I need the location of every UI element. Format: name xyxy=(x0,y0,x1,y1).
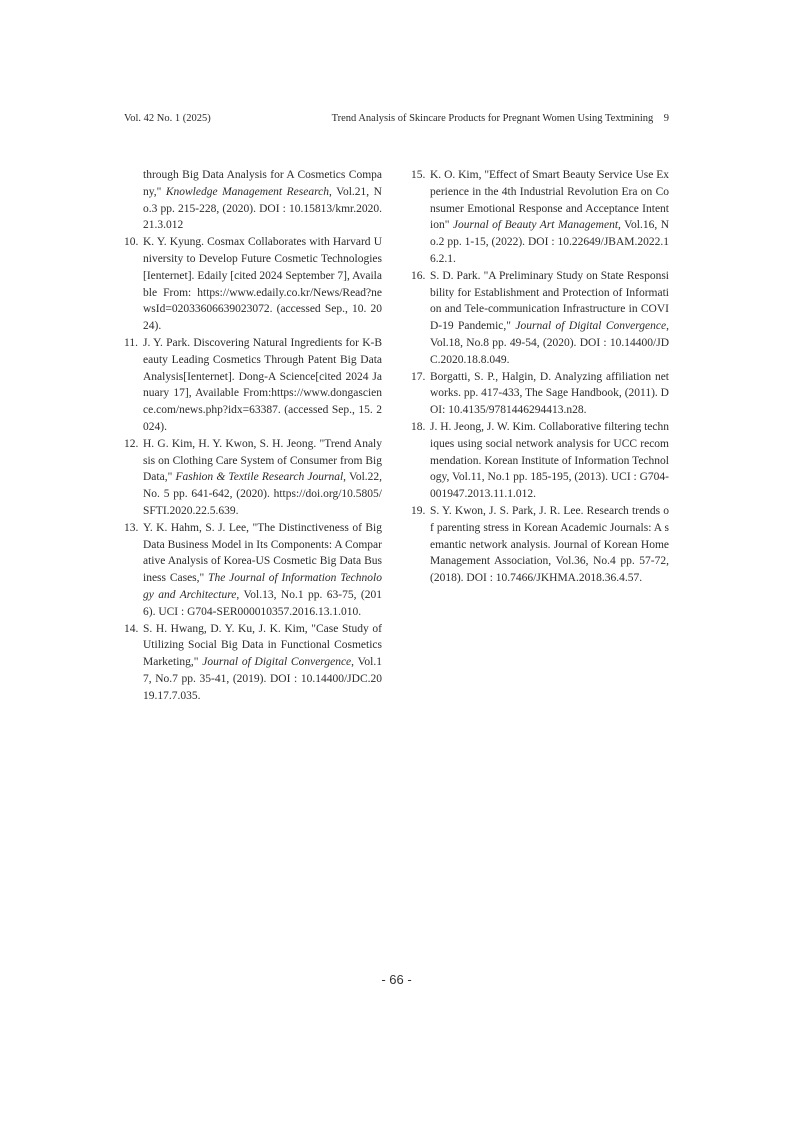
reference-number: 14. xyxy=(124,622,139,635)
journal-title: Journal of Digital Convergence xyxy=(202,656,352,669)
reference-item xyxy=(124,234,382,335)
volume-info: Vol. 42 No. 1 (2025) xyxy=(124,113,211,124)
running-title-text: Trend Analysis of Skincare Products for Pregnant Women Using Textmining xyxy=(331,113,654,124)
reference-number: 13. xyxy=(124,521,139,534)
running-title xyxy=(332,111,669,127)
page-footer: - 66 - xyxy=(381,972,412,987)
reference-item xyxy=(124,167,382,234)
reference-number: 18. xyxy=(411,420,426,433)
reference-item xyxy=(411,503,669,587)
journal-title: The Journal of Information Technology and Architecture xyxy=(143,572,382,601)
reference-item xyxy=(411,419,669,503)
reference-text: H. G. Kim, H. Y. Kwon, S. H. Jeong. "Trend Analysis on Clothing Care System of Consumer from Big Data," Fashion & Textile Research Journal, Vol.22, No. 5 pp. 641-642, (2020). https://doi.org/10.5805/SFTI.2020.22.5.639. xyxy=(143,437,383,517)
reference-item xyxy=(124,436,382,520)
reference-text: through Big Data Analysis for A Cosmetics Company," Knowledge Management Research, Vol.21, No.3 pp. 215-228, (2020). DOI : 10.15813/kmr.2020.21.3.012 xyxy=(143,169,382,232)
reference-number: 15. xyxy=(411,169,426,181)
reference-text: J. Y. Park. Discovering Natural Ingredients for K-Beauty Leading Cosmetics Through Patent Big Data Analysis[Ienternet]. Dong-A Science[cited 2024 January 17], Available From:https://www.dongascience.com/news.php?idx=63387. (accessed Sep., 15. 2024). xyxy=(143,336,382,433)
reference-text: K. O. Kim, "Effect of Smart Beauty Service Use Experience in the 4th Industrial Revolution Era on Consumer Emotional Response and Acceptance Intention" Journal of Beauty Art Management, Vol.16, No.2 pp. 1-15, (2022). DOI : 10.22649/JBAM.2022.16.2.1. xyxy=(430,169,669,265)
reference-text: K. Y. Kyung. Cosmax Collaborates with Harvard University to Develop Future Cosmetic Technologies[Ienternet]. Edaily [cited 2024 September 7], Available From: https://www.edaily.co.kr/News/Read?newsId=02033606639023072. (accessed Sep., 10. 2024). xyxy=(143,236,382,333)
running-header xyxy=(124,111,669,127)
reference-text: Y. K. Hahm, S. J. Lee, "The Distinctiveness of Big Data Business Model in Its Components: A Comparative Analysis of Korea-US Cosmetic Big Data Business Cases," The Journal of Information Technology and Architecture, Vol.13, No.1 pp. 63-75, (2016). UCI : G704-SER000010357.2016.13.1.010. xyxy=(143,521,382,618)
reference-number: 12. xyxy=(124,437,139,450)
reference-number: 16. xyxy=(411,269,426,282)
reference-item xyxy=(411,369,669,419)
reference-number: 19. xyxy=(411,504,426,517)
references-left-column xyxy=(124,167,382,705)
reference-text: Borgatti, S. P., Halgin, D. Analyzing affiliation networks. pp. 417-433, The Sage Handbook, (2011). DOI: 10.4135/9781446294413.n28. xyxy=(430,370,669,417)
reference-text: S. D. Park. "A Preliminary Study on State Responsibility for Establishment and Protection of Information and Tele-communication Infrastructure in COVID-19 Pandemic," Journal of Digital Convergence, Vol.18, No.8 pp. 49-54, (2020). DOI : 10.14400/JDC.2020.18.8.049. xyxy=(430,269,669,366)
reference-number: 17. xyxy=(411,370,426,383)
reference-text: J. H. Jeong, J. W. Kim. Collaborative filtering techniques using social network analysis for UCC recommendation. Korean Institute of Information Technology, Vol.11, No.1 pp. 185-195, (2013). UCI : G704-001947.2013.11.1.012. xyxy=(430,420,669,501)
journal-title: Journal of Digital Convergence xyxy=(515,320,667,333)
reference-number: 11. xyxy=(124,336,138,349)
reference-item xyxy=(411,167,669,268)
reference-item xyxy=(124,335,382,436)
journal-title: Fashion & Textile Research Journal xyxy=(175,471,344,484)
reference-item xyxy=(124,520,382,621)
header-page-number: 9 xyxy=(663,113,669,124)
reference-number: 10. xyxy=(124,236,139,249)
references-right-column xyxy=(411,167,669,587)
reference-text: S. Y. Kwon, J. S. Park, J. R. Lee. Research trends of parenting stress in Korean Academic Journals: A semantic network analysis. Journal of Korean Home Management Association, Vol.36, No.4 pp. 57-72, (2018). DOI : 10.7466/JKHMA.2018.36.4.57. xyxy=(430,504,669,585)
reference-text: S. H. Hwang, D. Y. Ku, J. K. Kim, "Case Study of Utilizing Social Big Data in Functional Cosmetics Marketing," Journal of Digital Convergence, Vol.17, No.7 pp. 35-41, (2019). DOI : 10.14400/JDC.2019.17.7.035. xyxy=(143,622,382,702)
reference-item xyxy=(411,268,669,369)
journal-title: Journal of Beauty Art Management xyxy=(452,219,619,232)
journal-title: Knowledge Management Research xyxy=(165,185,329,198)
reference-item xyxy=(124,621,382,705)
